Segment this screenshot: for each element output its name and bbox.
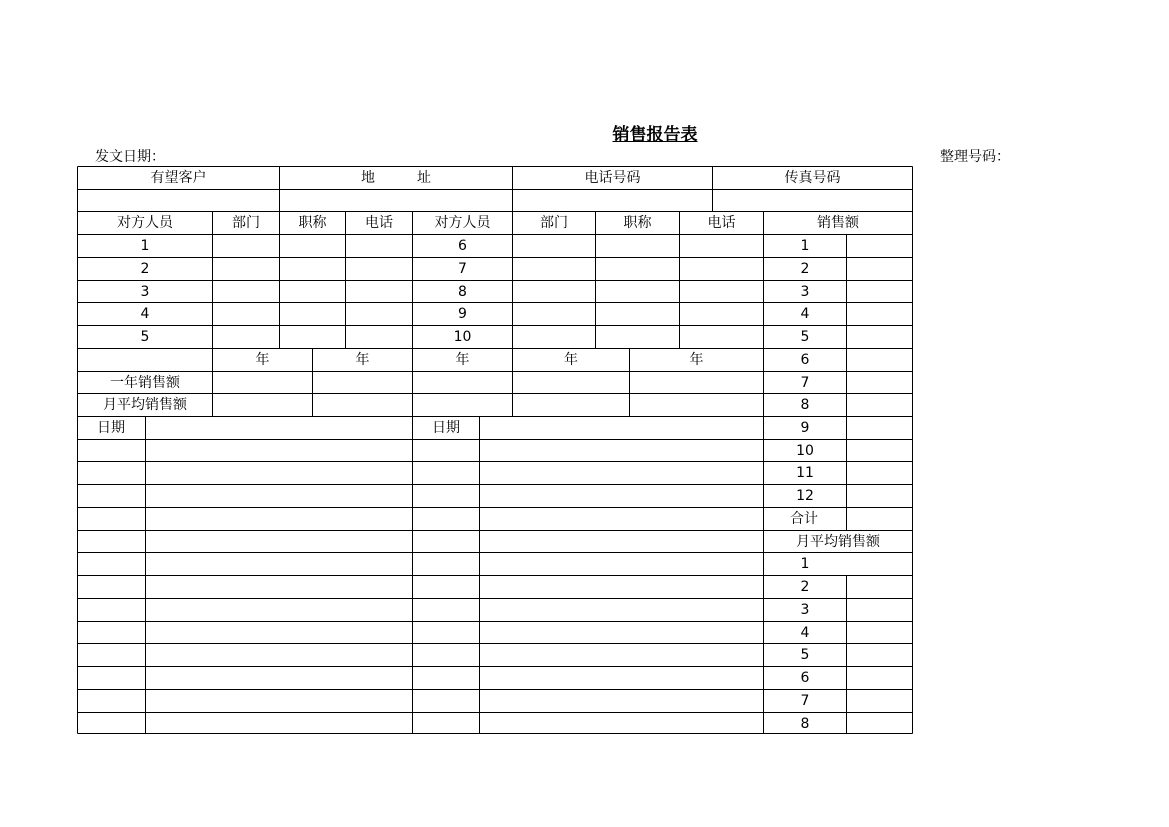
month-number: 8 xyxy=(800,397,810,413)
average-row-number: 8 xyxy=(800,716,810,732)
year-label: 年 xyxy=(689,352,704,368)
average-row-number: 3 xyxy=(800,602,810,618)
month-number: 5 xyxy=(800,329,810,345)
col-phone-2: 电话 xyxy=(707,215,736,231)
month-number: 9 xyxy=(800,420,810,436)
date-label-left: 日期 xyxy=(97,420,125,436)
contact-row-number: 1 xyxy=(140,238,150,254)
year-label: 年 xyxy=(355,352,370,368)
month-number: 4 xyxy=(800,306,810,322)
year-label: 年 xyxy=(455,352,470,368)
date-label-right: 日期 xyxy=(432,420,460,436)
year-label: 年 xyxy=(564,352,578,368)
month-number: 11 xyxy=(796,465,814,481)
contact-row-number: 10 xyxy=(453,329,472,345)
contact-row-number: 9 xyxy=(458,306,467,322)
header-address: 地 址 xyxy=(361,170,431,186)
col-dept: 部门 xyxy=(232,215,260,231)
average-row-number: 1 xyxy=(800,556,810,572)
month-number: 10 xyxy=(796,443,814,459)
month-number: 2 xyxy=(800,261,810,277)
contact-row-number: 7 xyxy=(458,261,467,277)
report-title: 销售报告表 xyxy=(612,125,698,145)
average-row-number: 5 xyxy=(800,647,810,663)
total-label: 合计 xyxy=(790,511,818,527)
month-number: 12 xyxy=(796,488,814,504)
contact-row-number: 6 xyxy=(458,238,467,254)
month-number: 7 xyxy=(800,375,810,391)
contact-row-number: 8 xyxy=(458,284,467,300)
header-phone-number: 电话号码 xyxy=(584,170,641,186)
ref-number-label: 整理号码： xyxy=(940,149,1010,165)
contact-row-number: 3 xyxy=(140,284,150,300)
monthly-average-label: 月平均销售额 xyxy=(103,397,187,413)
average-row-number: 4 xyxy=(800,625,810,641)
header-prospect-customer: 有望客户 xyxy=(150,170,207,186)
col-contact-person-2: 对方人员 xyxy=(434,215,491,231)
col-position-2: 职称 xyxy=(623,215,652,231)
month-number: 3 xyxy=(800,284,810,300)
month-number: 6 xyxy=(800,352,810,368)
average-row-number: 2 xyxy=(800,579,810,595)
issue-date-label: 发文日期： xyxy=(95,149,165,165)
contact-row-number: 2 xyxy=(140,261,150,277)
average-row-number: 6 xyxy=(800,670,810,686)
col-phone: 电话 xyxy=(365,215,393,231)
col-sales-amount: 销售额 xyxy=(817,215,859,231)
month-number: 1 xyxy=(800,238,810,254)
average-row-number: 7 xyxy=(800,693,810,709)
year-label: 年 xyxy=(255,352,270,368)
col-dept-2: 部门 xyxy=(540,215,568,231)
annual-sales-label: 一年销售额 xyxy=(110,375,180,391)
col-position: 职称 xyxy=(298,215,327,231)
col-contact-person: 对方人员 xyxy=(117,215,173,231)
monthly-average-header: 月平均销售额 xyxy=(796,534,880,550)
header-fax-number: 传真号码 xyxy=(784,170,841,186)
contact-row-number: 4 xyxy=(140,306,150,322)
contact-row-number: 5 xyxy=(140,329,150,345)
